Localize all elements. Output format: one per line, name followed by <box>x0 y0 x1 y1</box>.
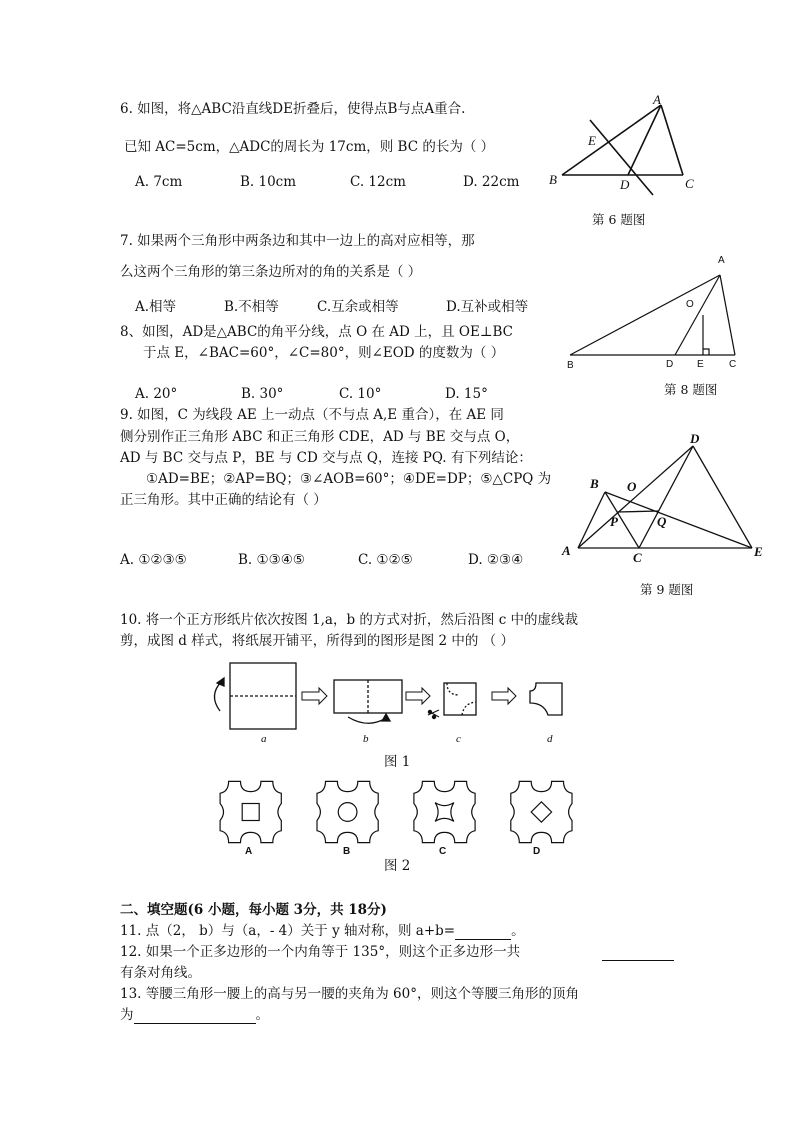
q10-line1: 10. 将一个正方形纸片依次按图 1,a，b 的方式对折，然后沿图 c 中的虚线裁 <box>120 612 579 628</box>
q9-label-b: B <box>590 476 599 491</box>
q8-option-a: A. 20° <box>135 386 178 402</box>
q7-line1: 7. 如果两个三角形中两条边和其中一边上的高对应相等，那 <box>120 233 475 249</box>
q8-option-b: B. 30° <box>241 386 284 402</box>
q8-option-c: C. 10° <box>339 386 382 402</box>
q9-figure <box>560 428 770 568</box>
answer-figure-2 <box>215 778 585 848</box>
fig2-label-b: B <box>343 846 351 857</box>
q9-label-a: A <box>562 543 571 558</box>
q6-option-d: D. 22cm <box>463 174 520 190</box>
q8-label-b: B <box>567 360 574 371</box>
q6-option-b: B. 10cm <box>240 174 297 190</box>
q6-line1: 6. 如图，将△ABC沿直线DE折叠后，使得点B与点A重合. <box>120 101 466 117</box>
q6-label-b: B <box>549 172 557 187</box>
q8-line1: 8、如图，AD是△ABC的角平分线，点 O 在 AD 上，且 OE⊥BC <box>120 324 514 340</box>
q13-stem: 为 <box>120 1007 134 1023</box>
q6-line2: 已知 AC=5cm，△ADC的周长为 17cm，则 BC 的长为（ ） <box>124 139 495 155</box>
q8-label-c: C <box>729 359 737 370</box>
fig2-label-a: A <box>245 846 253 857</box>
fig1-label-a: a <box>261 733 267 745</box>
q13-answer-blank[interactable] <box>134 1007 256 1024</box>
q12-line1: 12. 如果一个正多边形的一个内角等于 135°，则这个正多边形一共 <box>120 944 521 960</box>
q11-answer-blank[interactable] <box>455 923 511 940</box>
fig2-label-c: C <box>439 846 447 857</box>
fig2-label-d: D <box>533 846 541 857</box>
q9-caption: 第 9 题图 <box>640 582 694 597</box>
q6-label-a: A <box>653 92 661 107</box>
q9-label-d: D <box>690 431 700 446</box>
q6-label-d: D <box>620 177 630 192</box>
q7-line2: 么这两个三角形的第三条边所对的角的关系是（ ） <box>120 264 422 280</box>
q9-option-b: B. ①③④⑤ <box>238 552 305 568</box>
q7-option-d: D.互补或相等 <box>446 299 529 315</box>
q11-end: 。 <box>511 923 525 939</box>
fig1-label-b: b <box>363 733 369 745</box>
q6-label-e: E <box>588 133 596 148</box>
q9-line2: 侧分别作正三角形 ABC 和正三角形 CDE，AD 与 BE 交与点 O， <box>120 429 520 445</box>
q13-line2 <box>120 1007 269 1024</box>
q8-line2: 于点 E，∠BAC=60°，∠C=80°，则∠EOD 的度数为（ ） <box>143 345 505 361</box>
q9-option-a: A. ①②③⑤ <box>120 552 187 568</box>
q9-label-e: E <box>754 544 763 559</box>
q8-label-e: E <box>697 359 704 370</box>
q6-option-c: C. 12cm <box>350 174 406 190</box>
folding-figure-1 <box>200 655 600 755</box>
section2-heading: 二、填空题(6 小题，每小题 3分，共 18分) <box>120 902 387 918</box>
q8-caption: 第 8 题图 <box>664 382 718 397</box>
q7-option-a: A.相等 <box>135 299 177 315</box>
q9-option-c: C. ①②⑤ <box>358 552 413 568</box>
fig1-label-d: d <box>547 733 553 745</box>
q9-label-q: Q <box>657 514 667 529</box>
q9-line3: AD 与 BC 交与点 P，BE 与 CD 交与点 Q，连接 PQ. 有下列结论： <box>120 450 532 466</box>
q9-label-p: P <box>610 514 618 529</box>
q11-stem: 11. 点（2， b）与（a，- 4）关于 y 轴对称，则 a+b= <box>120 923 456 939</box>
fig1-caption: 图 1 <box>384 754 411 770</box>
fig1-label-c: c <box>456 733 461 745</box>
q6-label-c: C <box>685 176 694 191</box>
q8-label-d: D <box>666 359 674 370</box>
q8-figure <box>560 260 750 365</box>
q6-option-a: A. 7cm <box>135 174 183 190</box>
q9-label-c: C <box>633 550 642 565</box>
q12-answer-blank[interactable] <box>602 944 674 961</box>
q13-end: 。 <box>255 1007 269 1023</box>
q7-option-c: C.互余或相等 <box>317 299 399 315</box>
q7-option-b: B.不相等 <box>224 299 279 315</box>
q9-label-o: O <box>627 479 637 494</box>
q6-caption: 第 6 题图 <box>592 212 646 227</box>
fig2-caption: 图 2 <box>384 858 411 874</box>
q13-line1: 13. 等腰三角形一腰上的高与另一腰的夹角为 60°，则这个等腰三角形的顶角 <box>120 986 579 1002</box>
q8-label-o: O <box>686 299 694 310</box>
q9-line4: ①AD=BE；②AP=BQ；③∠AOB=60°；④DE=DP；⑤△CPQ 为 <box>146 471 552 487</box>
q10-line2: 剪，成图 d 样式，将纸展开铺平，所得到的图形是图 2 中的 （ ） <box>120 633 514 649</box>
q8-label-a: A <box>718 255 725 266</box>
q9-line5: 正三角形。其中正确的结论有（ ） <box>120 492 327 508</box>
q12-line2: 有条对角线。 <box>120 965 201 981</box>
q11-text <box>120 923 525 940</box>
q8-option-d: D. 15° <box>445 386 488 402</box>
q9-line1: 9. 如图，C 为线段 AE 上一动点（不与点 A,E 重合），在 AE 同 <box>120 407 504 423</box>
q9-option-d: D. ②③④ <box>468 552 524 568</box>
